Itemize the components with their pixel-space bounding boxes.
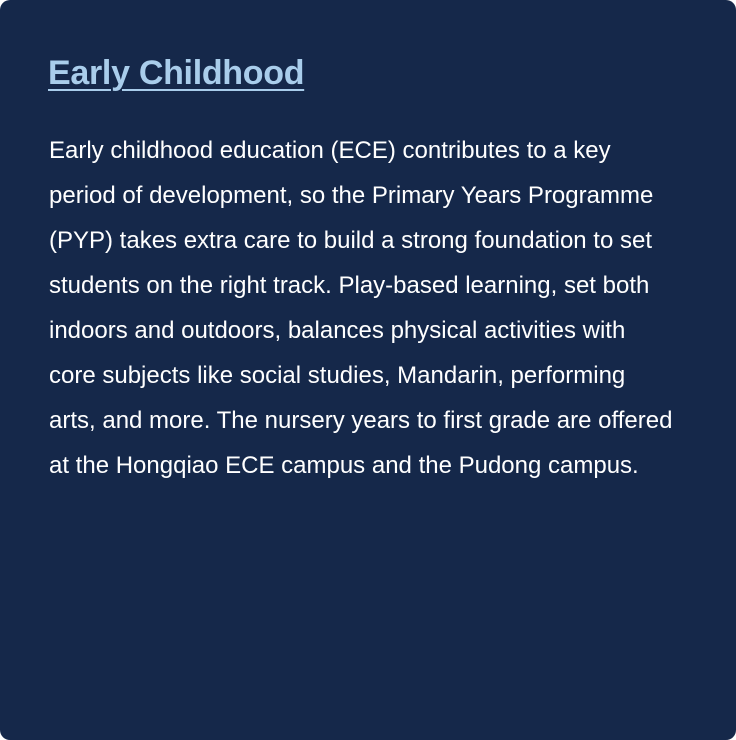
early-childhood-heading-link[interactable]: Early Childhood <box>48 54 305 92</box>
early-childhood-description: Early childhood education (ECE) contributes to a key period of development, so the Primary Years Programme (PYP) takes extra care to build a strong foundation to set students on the right track. Play-based learning, set both indoors and outdoors, balances physical activities with core subjects like social studies, Mandarin, performing arts, and more. The nursery years to first grade are offered at the Hongqiao ECE campus and the Pudong campus. <box>49 137 673 479</box>
